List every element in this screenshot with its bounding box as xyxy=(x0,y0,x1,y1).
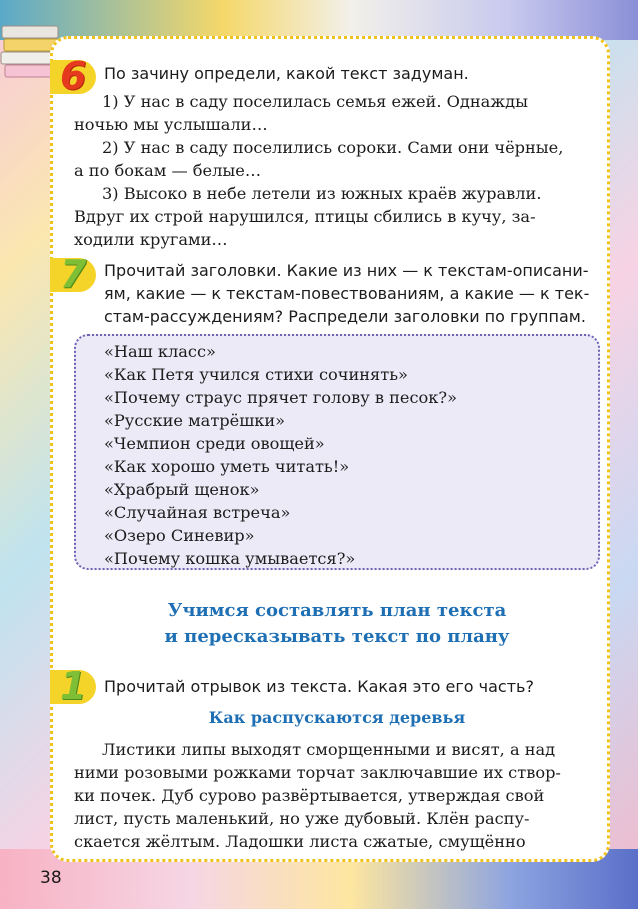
text-line: ям, какие — к текстам-повествованиям, а какие — к тек- xyxy=(104,284,590,303)
task-number: 7 xyxy=(60,252,87,296)
text-line: 3) Высоко в небе летели из южных краёв журавли. xyxy=(102,184,542,203)
list-item: «Как Петя учился стихи сочинять» xyxy=(104,365,408,384)
story-paragraph xyxy=(74,738,588,853)
text-line: лист, пусть маленький, но уже дубовый. Клён распу- xyxy=(74,809,530,828)
text-line: 2) У нас в саду поселились сороки. Сами они чёрные, xyxy=(102,138,564,157)
text-line: ки почек. Дуб сурово развёртывается, утверждая свой xyxy=(74,786,545,805)
task-number-badge xyxy=(50,252,96,296)
task-number-badge xyxy=(50,664,96,708)
list-item: «Чемпион среди овощей» xyxy=(104,434,325,453)
text-line: ночью мы услышали… xyxy=(74,115,268,134)
list-item: «Случайная встреча» xyxy=(104,503,291,522)
text-line: Листики липы выходят сморщенными и висят, а над xyxy=(102,740,556,759)
text-line: стам-рассуждениям? Распредели заголовки по группам. xyxy=(104,307,586,326)
story-title: Как распускаются деревья xyxy=(208,708,466,727)
task-number: 1 xyxy=(60,664,87,708)
list-item: «Почему страус прячет голову в песок?» xyxy=(104,388,458,407)
section-heading xyxy=(74,598,600,650)
task6-items xyxy=(74,90,588,251)
task-number: 6 xyxy=(60,54,87,98)
list-item: «Озеро Синевир» xyxy=(104,526,255,545)
text-line: Вдруг их строй нарушился, птицы сбились в кучу, за- xyxy=(74,207,536,226)
task1-instruction: Прочитай отрывок из текста. Какая это его часть? xyxy=(104,677,534,696)
page-number: 38 xyxy=(40,868,62,888)
task-number-badge xyxy=(50,54,96,98)
text-line: Прочитай заголовки. Какие из них — к текстам-описани- xyxy=(104,261,589,280)
text-line: скается жёлтым. Ладошки листа сжатые, смущённо xyxy=(74,832,526,851)
list-item: «Русские матрёшки» xyxy=(104,411,286,430)
heading-line: и пересказывать текст по плану xyxy=(164,626,510,647)
list-item: «Почему кошка умывается?» xyxy=(104,549,356,568)
task6-instruction: По зачину определи, какой текст задуман. xyxy=(104,64,469,83)
task7-instruction xyxy=(104,259,594,328)
list-item: «Храбрый щенок» xyxy=(104,480,260,499)
decorative-top-band xyxy=(0,0,638,40)
text-line: 1) У нас в саду поселилась семья ежей. Однажды xyxy=(102,92,529,111)
heading-line: Учимся составлять план текста xyxy=(167,600,507,621)
list-item: «Наш класс» xyxy=(104,342,216,361)
list-item: «Как хорошо уметь читать!» xyxy=(104,457,350,476)
text-line: ними розовыми рожками торчат заключавшие их створ- xyxy=(74,763,561,782)
text-line: а по бокам — белые… xyxy=(74,161,262,180)
text-line: ходили кругами… xyxy=(74,230,228,249)
